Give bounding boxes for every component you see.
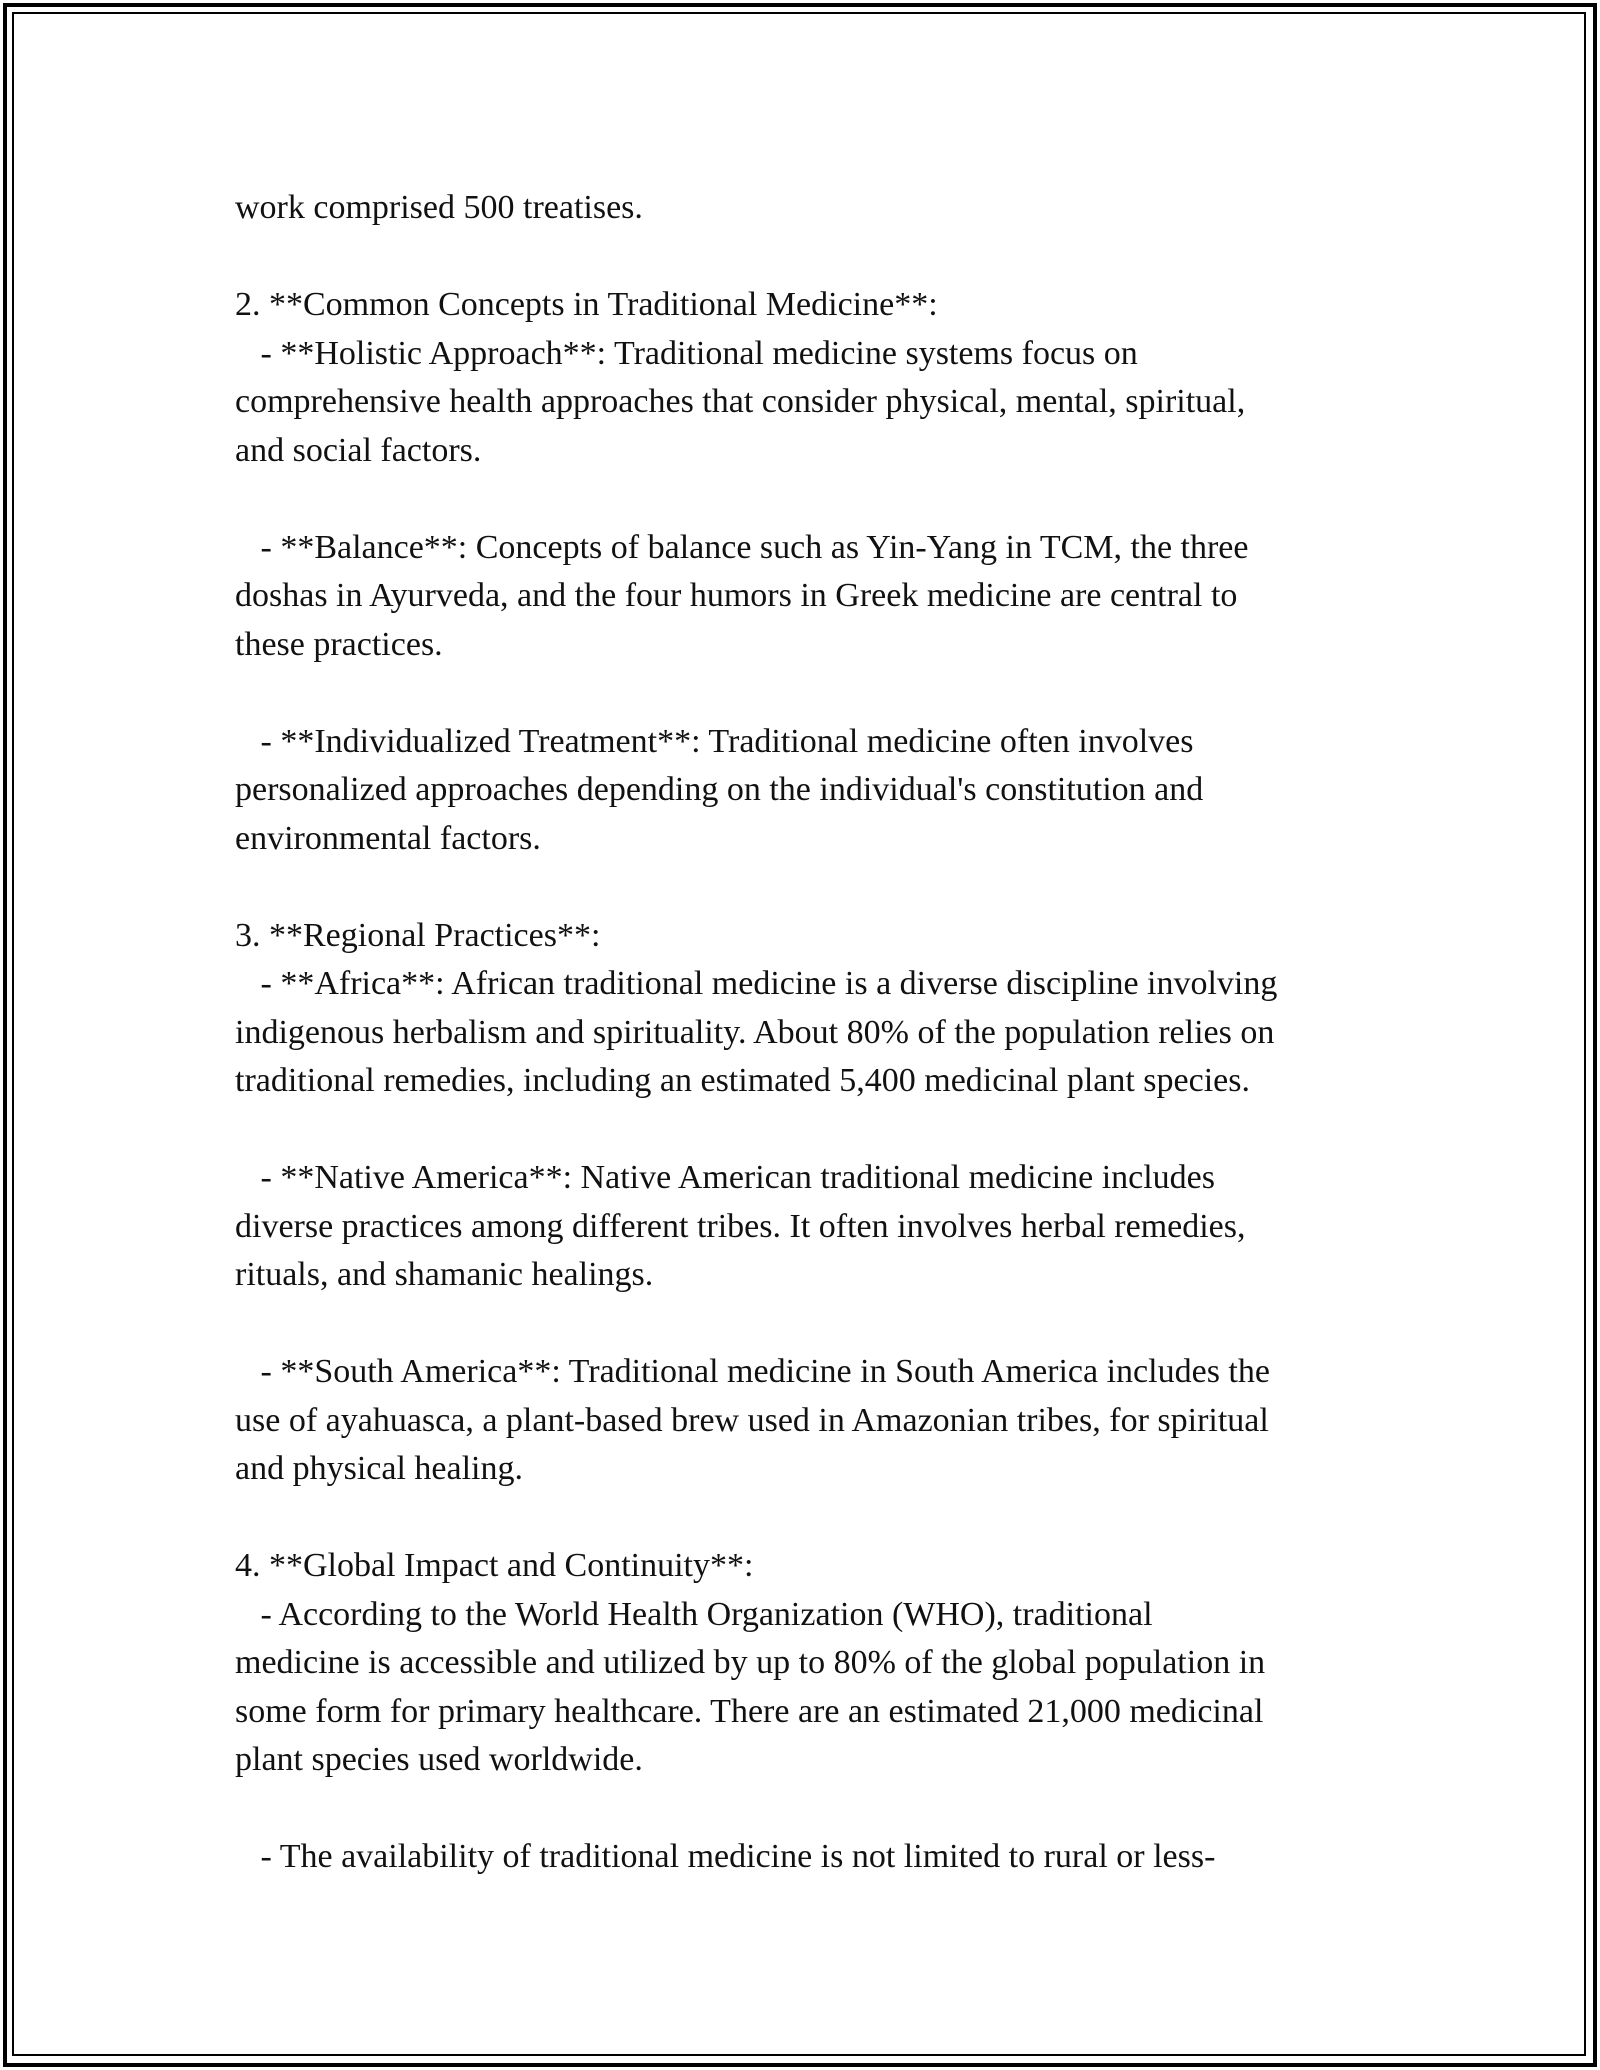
text-line: diverse practices among different tribes. It often involves herbal remedies, bbox=[235, 1207, 1246, 1245]
text-line: traditional remedies, including an estimated 5,400 medicinal plant species. bbox=[235, 1062, 1250, 1099]
paragraph-gap bbox=[235, 1785, 1395, 1834]
paragraph-gap bbox=[235, 1494, 1395, 1543]
text-line: 4. **Global Impact and Continuity**: bbox=[235, 1547, 754, 1584]
paragraph-gap bbox=[235, 863, 1395, 912]
paragraph-gap bbox=[235, 1106, 1395, 1155]
paragraph-gap bbox=[235, 669, 1395, 718]
text-line: and social factors. bbox=[235, 431, 482, 469]
paragraph-native-america bbox=[235, 1154, 1395, 1300]
document-body bbox=[235, 184, 1395, 1882]
paragraph-gap bbox=[235, 1300, 1395, 1349]
text-line: - **Holistic Approach**: Traditional medicine systems focus on bbox=[235, 334, 1138, 372]
text-line: - **Native America**: Native American traditional medicine includes bbox=[235, 1159, 1216, 1196]
text-line: use of ayahuasca, a plant-based brew used in Amazonian tribes, for spiritual bbox=[235, 1401, 1269, 1439]
text-line: - **South America**: Traditional medicine in South America includes the bbox=[235, 1353, 1270, 1390]
paragraph-availability bbox=[235, 1833, 1395, 1882]
paragraph-section-4-heading bbox=[235, 1542, 1395, 1785]
text-line: personalized approaches depending on the individual's constitution and bbox=[235, 771, 1204, 808]
text-line: work comprised 500 treatises. bbox=[235, 189, 643, 226]
text-line: these practices. bbox=[235, 625, 443, 663]
text-line: - **Individualized Treatment**: Traditional medicine often involves bbox=[235, 722, 1194, 760]
paragraph-continuation bbox=[235, 184, 1395, 233]
text-line: doshas in Ayurveda, and the four humors in Greek medicine are central to bbox=[235, 577, 1238, 614]
text-line: - According to the World Health Organization (WHO), traditional bbox=[235, 1595, 1153, 1633]
text-line: and physical healing. bbox=[235, 1450, 523, 1487]
text-line: - **Africa**: African traditional medicine is a diverse discipline involving bbox=[235, 965, 1278, 1002]
text-line: 2. **Common Concepts in Traditional Medicine**: bbox=[235, 286, 938, 323]
text-line: 3. **Regional Practices**: bbox=[235, 916, 601, 954]
text-line: environmental factors. bbox=[235, 819, 541, 857]
text-line: indigenous herbalism and spirituality. About 80% of the population relies on bbox=[235, 1013, 1275, 1051]
text-line: - The availability of traditional medicine is not limited to rural or less- bbox=[235, 1838, 1216, 1875]
paragraph-gap bbox=[235, 475, 1395, 524]
text-line: medicine is accessible and utilized by up to 80% of the global population in bbox=[235, 1644, 1266, 1681]
text-line: some form for primary healthcare. There are an estimated 21,000 medicinal bbox=[235, 1692, 1264, 1730]
text-line: comprehensive health approaches that consider physical, mental, spiritual, bbox=[235, 383, 1246, 420]
text-line: plant species used worldwide. bbox=[235, 1741, 643, 1778]
paragraph-gap bbox=[235, 233, 1395, 282]
text-line: rituals, and shamanic healings. bbox=[235, 1256, 654, 1293]
paragraph-individualized bbox=[235, 718, 1395, 864]
paragraph-section-3-heading bbox=[235, 912, 1395, 1106]
text-line: - **Balance**: Concepts of balance such as Yin-Yang in TCM, the three bbox=[235, 528, 1249, 566]
paragraph-south-america bbox=[235, 1348, 1395, 1494]
paragraph-section-2-heading bbox=[235, 281, 1395, 475]
paragraph-balance bbox=[235, 524, 1395, 670]
